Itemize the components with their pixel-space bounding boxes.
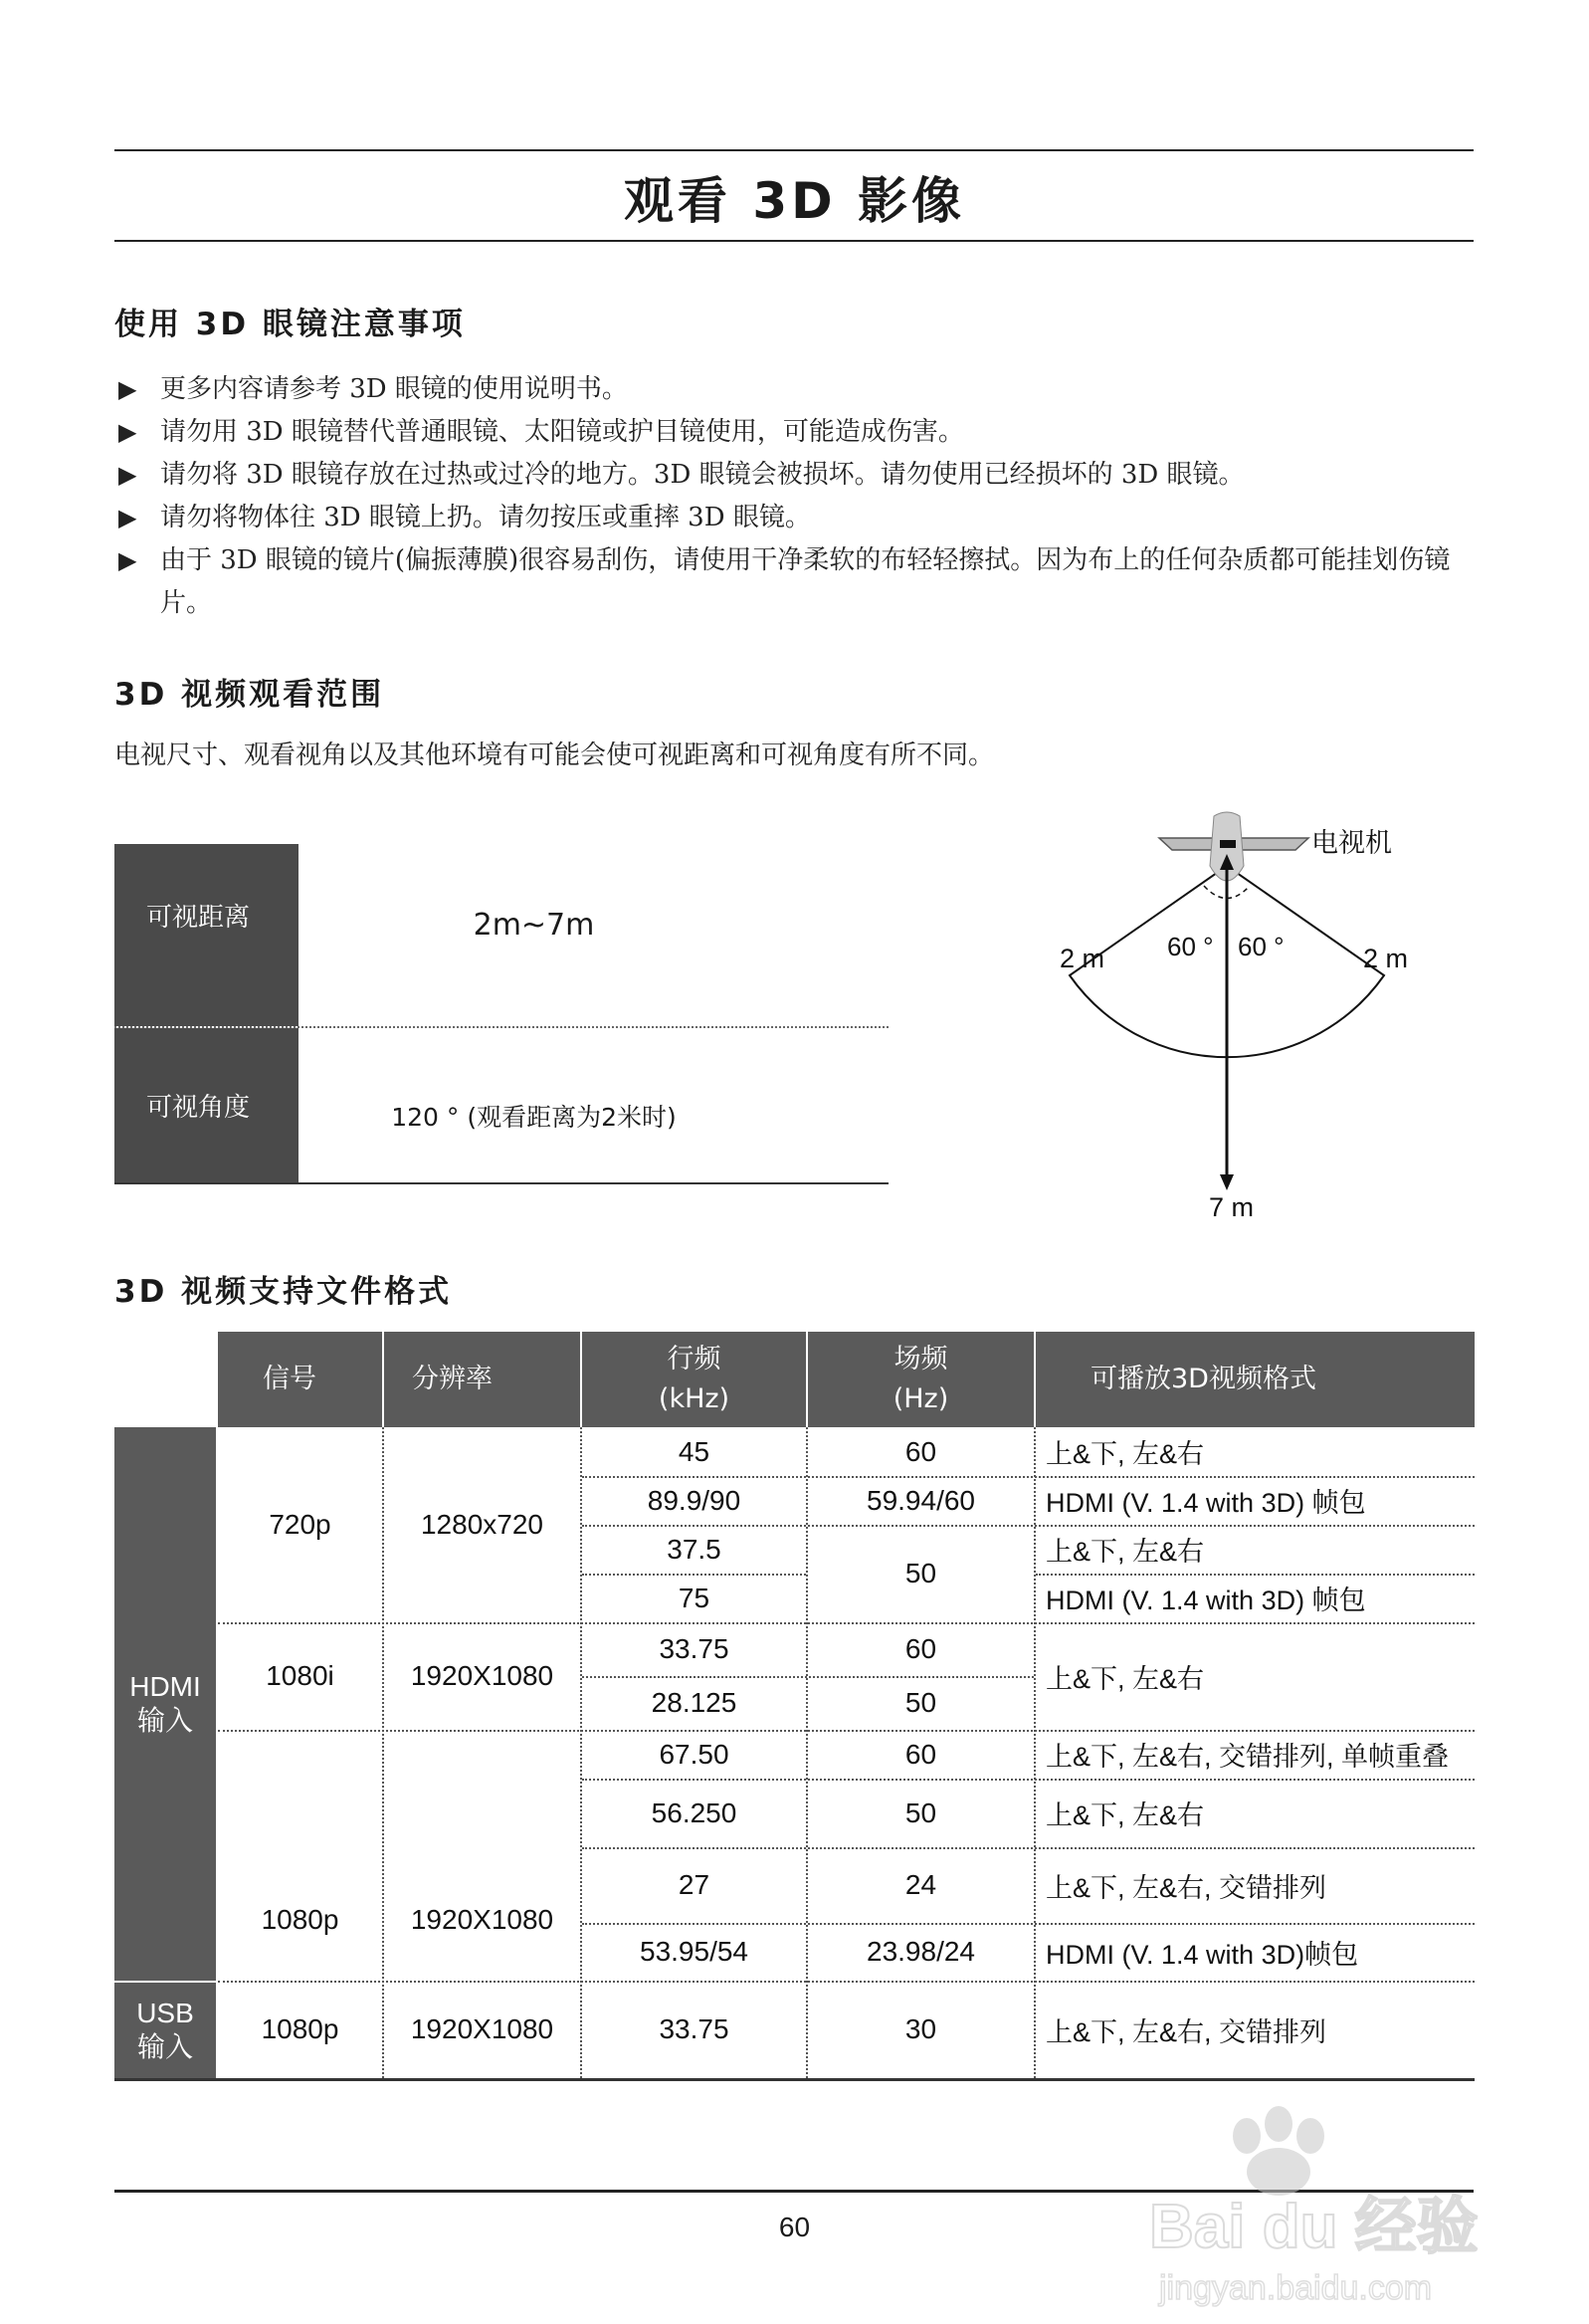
signal-720p: 720p xyxy=(269,1509,331,1540)
formats-heading: 3D 视频支持文件格式 xyxy=(114,1274,453,1310)
distance-value: 2m~7m xyxy=(473,908,595,943)
precautions-list xyxy=(114,368,1488,625)
bullet-arrow-icon: ▶ xyxy=(118,375,137,403)
distance-label: 可视距离 xyxy=(114,844,298,1026)
h-freq-cell: 33.75 xyxy=(659,2013,729,2044)
header-resolution: 分辨率 xyxy=(384,1332,580,1427)
header-h-freq: 行频 (kHz) xyxy=(582,1332,806,1427)
v-freq-cell: 60 xyxy=(904,1738,937,1770)
list-item: ▶ 请勿用 3D 眼镜替代普通眼镜、太阳镜或护目镜使用，可能造成伤害。 xyxy=(114,411,1488,454)
h-freq-cell: 37.5 xyxy=(667,1533,721,1565)
signal-1080p: 1080p xyxy=(261,1904,339,1935)
v-freq-cell: 23.98/24 xyxy=(867,1936,975,1967)
format-cell: 上&下, 左&右 xyxy=(1046,1800,1205,1830)
signal-1080i: 1080i xyxy=(266,1660,334,1691)
tv-label: 电视机 xyxy=(1311,828,1392,858)
grid-line xyxy=(218,1622,1475,1624)
grid-line xyxy=(582,1676,1034,1678)
h-freq-cell: 56.250 xyxy=(651,1796,737,1828)
format-cell: 上&下, 左&右, 交错排列, 单帧重叠 xyxy=(1046,1742,1450,1772)
list-item: ▶ 由于 3D 眼镜的镜片(偏振薄膜)很容易刮伤，请使用干净柔软的布轻轻擦拭。因为布上的任何杂质都可能挂划伤镜片。 xyxy=(114,539,1488,625)
grid-line xyxy=(218,1981,1475,1983)
angle-label: 可视角度 xyxy=(114,1028,298,1182)
left-distance-label: 2 m xyxy=(1060,944,1105,973)
format-cell: 上&下, 左&右, 交错排列 xyxy=(1046,1872,1327,1903)
grid-line xyxy=(582,1847,1475,1849)
baidu-watermark xyxy=(1129,2100,1507,2314)
bullet-arrow-icon: ▶ xyxy=(118,418,137,446)
grid-line xyxy=(582,1923,1475,1925)
resolution-720p: 1280x720 xyxy=(420,1509,543,1540)
bullet-arrow-icon: ▶ xyxy=(118,504,137,531)
viewing-range-table xyxy=(114,844,889,1184)
watermark-url: jingyan.baidu.com xyxy=(1159,2269,1433,2307)
paw-icon xyxy=(1233,2106,1324,2196)
header-signal: 信号 xyxy=(218,1332,382,1427)
angle-row xyxy=(114,1028,889,1184)
format-cell: HDMI (V. 1.4 with 3D) 帧包 xyxy=(1046,1488,1366,1518)
viewing-range-description: 电视尺寸、观看视角以及其他环境有可能会使可视距离和可视角度有所不同。 xyxy=(114,740,995,770)
format-cell: HDMI (V. 1.4 with 3D) 帧包 xyxy=(1046,1585,1366,1615)
v-freq-cell: 60 xyxy=(904,1633,937,1664)
v-freq-cell: 30 xyxy=(904,2013,937,2044)
right-angle-label: 60 ° xyxy=(1238,932,1285,961)
grid-line xyxy=(218,1730,1475,1732)
resolution-usb-1080p: 1920X1080 xyxy=(410,2013,554,2044)
hdmi-input-label: HDMI 输入 xyxy=(114,1427,216,1981)
grid-line xyxy=(582,1476,1475,1478)
table-bottom-line xyxy=(114,2078,1475,2081)
list-item: ▶ 更多内容请参考 3D 眼镜的使用说明书。 xyxy=(114,368,1488,411)
grid-line xyxy=(582,1779,1475,1781)
format-cell: 上&下, 左&右, 交错排列 xyxy=(1046,2016,1327,2047)
list-item: ▶ 请勿将物体往 3D 眼镜上扔。请勿按压或重摔 3D 眼镜。 xyxy=(114,497,1488,539)
bullet-arrow-icon: ▶ xyxy=(118,546,137,574)
grid-line xyxy=(582,1525,1475,1527)
header-format: 可播放3D视频格式 xyxy=(1036,1332,1475,1427)
h-freq-cell: 53.95/54 xyxy=(640,1936,748,1967)
resolution-1080i: 1920X1080 xyxy=(410,1660,554,1691)
h-freq-cell: 28.125 xyxy=(651,1687,737,1718)
v-freq-cell: 24 xyxy=(904,1869,937,1900)
formats-table xyxy=(114,1332,1475,2080)
resolution-1080p: 1920X1080 xyxy=(410,1904,554,1935)
format-cell: HDMI (V. 1.4 with 3D)帧包 xyxy=(1046,1939,1359,1970)
v-freq-cell: 60 xyxy=(904,1435,937,1467)
h-freq-cell: 75 xyxy=(678,1582,710,1613)
header-v-freq: 场频 (Hz) xyxy=(808,1332,1034,1427)
viewing-range-diagram xyxy=(1035,796,1492,1234)
watermark-brand: Bai du 经验 xyxy=(1149,2193,1479,2261)
v-freq-cell: 50 xyxy=(904,1796,937,1828)
format-cell: 上&下, 左&右 xyxy=(1046,1537,1205,1567)
v-freq-cell: 50 xyxy=(904,1558,937,1588)
bullet-arrow-icon: ▶ xyxy=(118,461,137,489)
format-cell: 上&下, 左&右 xyxy=(1046,1439,1205,1469)
format-cell: 上&下, 左&右 xyxy=(1046,1663,1205,1694)
angle-value: 120 ° (观看距离为2米时) xyxy=(391,1102,677,1132)
h-freq-cell: 33.75 xyxy=(659,1633,729,1664)
page-title: 观看 3D 影像 xyxy=(623,172,966,230)
viewing-range-heading: 3D 视频观看范围 xyxy=(114,677,385,713)
grid-line xyxy=(582,1574,806,1576)
arrow-down-icon xyxy=(1220,1174,1234,1190)
usb-input-label: USB 输入 xyxy=(114,1983,216,2078)
tv-stand-icon xyxy=(1220,840,1236,848)
distance-row xyxy=(114,844,889,1028)
h-freq-cell: 45 xyxy=(678,1435,710,1467)
grid-line xyxy=(1036,1574,1475,1576)
signal-usb-1080p: 1080p xyxy=(261,2013,339,2044)
h-freq-cell: 27 xyxy=(678,1869,710,1900)
title-rule xyxy=(114,240,1474,242)
page-number: 60 xyxy=(778,2212,811,2242)
top-rule xyxy=(114,149,1474,151)
max-distance-label: 7 m xyxy=(1209,1192,1255,1222)
h-freq-cell: 89.9/90 xyxy=(647,1484,741,1516)
list-item: ▶ 请勿将 3D 眼镜存放在过热或过冷的地方。3D 眼镜会被损坏。请勿使用已经损坏的 3D 眼镜。 xyxy=(114,454,1488,497)
h-freq-cell: 67.50 xyxy=(659,1738,729,1770)
precautions-heading: 使用 3D 眼镜注意事项 xyxy=(114,307,466,342)
right-distance-label: 2 m xyxy=(1363,944,1409,973)
v-freq-cell: 50 xyxy=(904,1687,937,1718)
left-angle-label: 60 ° xyxy=(1167,932,1214,961)
v-freq-cell: 59.94/60 xyxy=(867,1484,975,1516)
